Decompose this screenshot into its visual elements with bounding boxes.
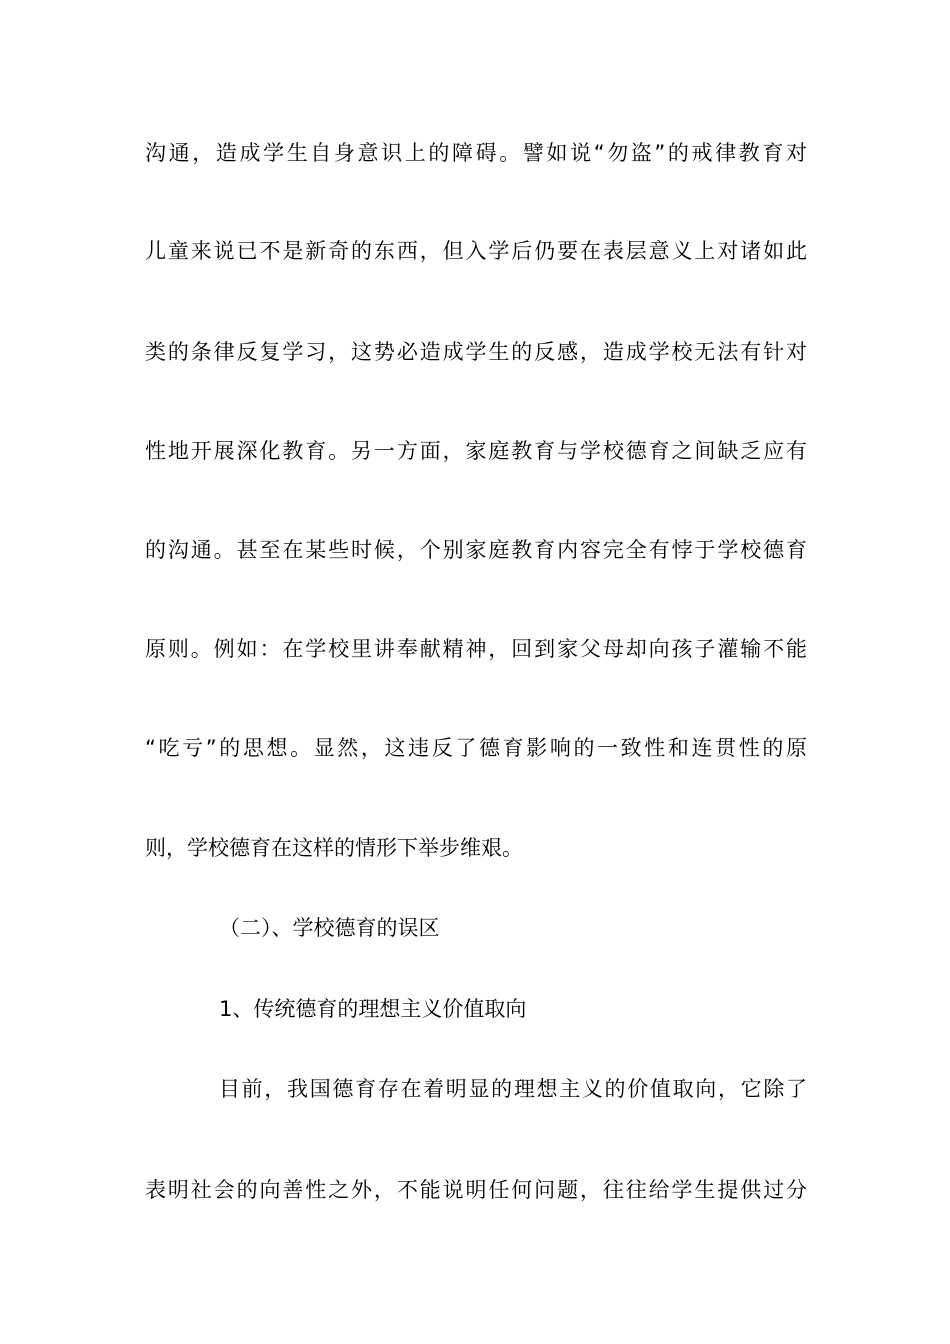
body-text-line: 表明社会的向善性之外，不能说明任何问题，往往给学生提供过分	[145, 1178, 807, 1202]
body-text-line: 原则。例如：在学校里讲奉献精神，回到家父母却向孩子灌输不能	[145, 637, 807, 661]
section-heading: （二）、学校德育的误区	[219, 916, 440, 940]
subsection-heading: 1、传统德育的理想主义价值取向	[219, 997, 527, 1021]
body-text-line: 则，学校德育在这样的情形下举步维艰。	[145, 836, 523, 860]
body-text-line: “吃亏”的思想。显然，这违反了德育影响的一致性和连贯性的原	[145, 736, 807, 760]
body-text-line: 目前，我国德育存在着明显的理想主义的价值取向，它除了	[219, 1077, 807, 1101]
body-text-line: 的沟通。甚至在某些时候，个别家庭教育内容完全有悖于学校德育	[145, 538, 807, 562]
body-text-line: 类的条律反复学习，这势必造成学生的反感，造成学校无法有针对	[145, 340, 807, 364]
body-text-line: 性地开展深化教育。另一方面，家庭教育与学校德育之间缺乏应有	[145, 439, 807, 463]
body-text-line: 沟通，造成学生自身意识上的障碍。譬如说“勿盗”的戒律教育对	[145, 141, 807, 165]
body-text-line: 儿童来说已不是新奇的东西，但入学后仍要在表层意义上对诸如此	[145, 239, 807, 263]
